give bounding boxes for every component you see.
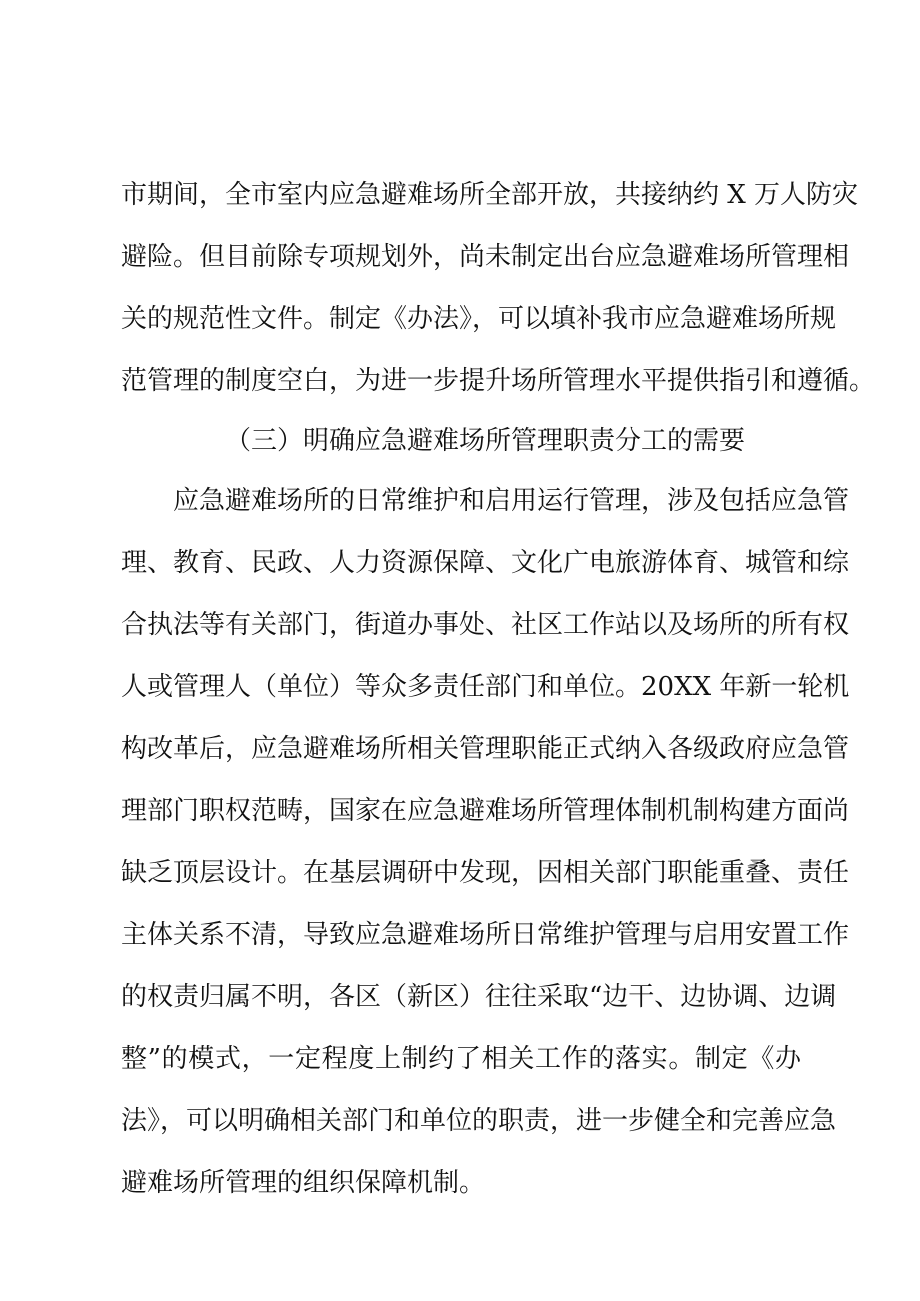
paragraph-2-line-5: 构改革后，应急避难场所相关管理职能正式纳入各级政府应急管 bbox=[121, 734, 850, 764]
paragraph-2-line-9: 的权责归属不明，各区（新区）往往采取“边干、边协调、边调 bbox=[121, 982, 837, 1012]
paragraph-1-line-1: 市期间，全市室内应急避难场所全部开放，共接纳约 X 万人防灾 bbox=[121, 180, 859, 210]
paragraph-2-line-11: 法》，可以明确相关部门和单位的职责，进一步健全和完善应急 bbox=[121, 1106, 837, 1136]
paragraph-2-line-2: 理、教育、民政、人力资源保障、文化广电旅游体育、城管和综 bbox=[121, 548, 850, 578]
section-heading: （三）明确应急避难场所管理职责分工的需要 bbox=[225, 426, 746, 456]
paragraph-2-line-12: 避难场所管理的组织保障机制。 bbox=[121, 1168, 486, 1198]
paragraph-2-line-7: 缺乏顶层设计。在基层调研中发现，因相关部门职能重叠、责任 bbox=[121, 858, 850, 888]
paragraph-1-line-3: 关的规范性文件。制定《办法》，可以填补我市应急避难场所规 bbox=[121, 304, 837, 334]
paragraph-2-line-6: 理部门职权范畴，国家在应急避难场所管理体制机制构建方面尚 bbox=[121, 796, 850, 826]
paragraph-2-line-8: 主体关系不清，导致应急避难场所日常维护管理与启用安置工作 bbox=[121, 920, 850, 950]
paragraph-1-line-2: 避险。但目前除专项规划外，尚未制定出台应急避难场所管理相 bbox=[121, 242, 850, 272]
paragraph-2-line-4: 人或管理人（单位）等众多责任部门和单位。20XX 年新一轮机 bbox=[121, 672, 850, 702]
paragraph-2-line-3: 合执法等有关部门，街道办事处、社区工作站以及场所的所有权 bbox=[121, 610, 850, 640]
paragraph-2-line-1: 应急避难场所的日常维护和启用运行管理，涉及包括应急管 bbox=[173, 486, 850, 516]
paragraph-2-line-10: 整”的模式，一定程度上制约了相关工作的落实。制定《办 bbox=[121, 1044, 801, 1074]
paragraph-1-line-4: 范管理的制度空白，为进一步提升场所管理水平提供指引和遵循。 bbox=[121, 366, 876, 396]
